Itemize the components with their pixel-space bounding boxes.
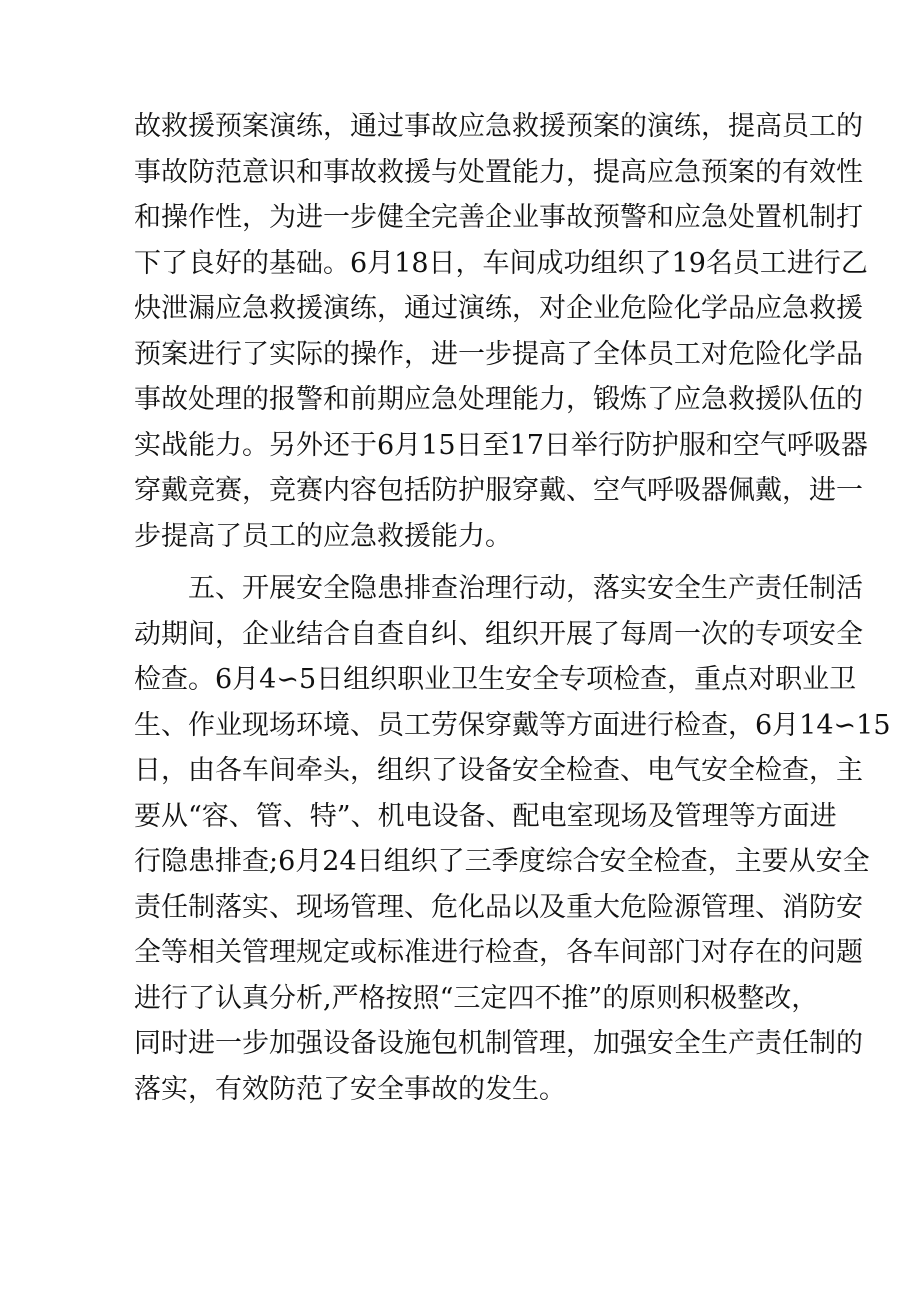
paragraph-spacer	[134, 559, 804, 566]
paragraph-line: 穿戴竞赛，竞赛内容包括防护服穿戴、空气呼吸器佩戴，进一	[134, 475, 863, 506]
paragraph-line: 生、作业现场环境、员工劳保穿戴等方面进行检查，6月14∽15	[134, 709, 891, 741]
paragraph-line: 事故处理的报警和前期应急处理能力，锻炼了应急救援队伍的	[134, 384, 863, 415]
paragraph-line: 行隐患排查;6月24日组织了三季度综合安全检查，主要从安全	[134, 846, 870, 877]
paragraph-line: 实战能力。另外还于6月15日至17日举行防护服和空气呼吸器	[134, 429, 868, 461]
paragraph-line: 故救援预案演练，通过事故应急救援预案的演练，提高员工的	[134, 111, 863, 142]
paragraph-line: 检查。6月4∽5日组织职业卫生安全专项检查，重点对职业卫	[134, 664, 857, 695]
paragraph-line: 步提高了员工的应急救援能力。	[134, 520, 512, 552]
paragraph-line: 同时进一步加强设备设施包机制管理，加强安全生产责任制的	[134, 1028, 863, 1059]
paragraph-line: 进行了认真分析,严格按照“三定四不推”的原则积极整改，	[134, 982, 819, 1014]
paragraph-line: 事故防范意识和事故救援与处置能力，提高应急预案的有效性	[134, 156, 863, 188]
paragraph-line: 和操作性，为进一步健全完善企业事故预警和应急处置机制打	[134, 202, 863, 233]
paragraph-line: 落实，有效防范了安全事故的发生。	[134, 1073, 566, 1105]
paragraph-line: 全等相关管理规定或标准进行检查，各车间部门对存在的问题	[134, 937, 863, 968]
paragraph-line: 责任制落实、现场管理、危化品以及重大危险源管理、消防安	[134, 891, 863, 923]
paragraph-2	[134, 566, 891, 1112]
paragraph-line: 要从“容、管、特”、机电设备、配电室现场及管理等方面进	[134, 800, 837, 832]
paragraph-line: 动期间，企业结合自查自纠、组织开展了每周一次的专项安全	[134, 618, 863, 650]
paragraph-line: 日，由各车间牵头，组织了设备安全检查、电气安全检查，主	[134, 755, 863, 786]
paragraph-1	[134, 104, 868, 559]
document-body	[134, 104, 891, 1112]
paragraph-line: 炔泄漏应急救援演练，通过演练，对企业危险化学品应急救援	[134, 293, 863, 324]
paragraph-line: 预案进行了实际的操作，进一步提高了全体员工对危险化学品	[134, 338, 863, 370]
paragraph-line: 下了良好的基础。6月18日，车间成功组织了19名员工进行乙	[134, 247, 868, 279]
paragraph-line: 五、开展安全隐患排查治理行动，落实安全生产责任制活	[134, 573, 863, 604]
